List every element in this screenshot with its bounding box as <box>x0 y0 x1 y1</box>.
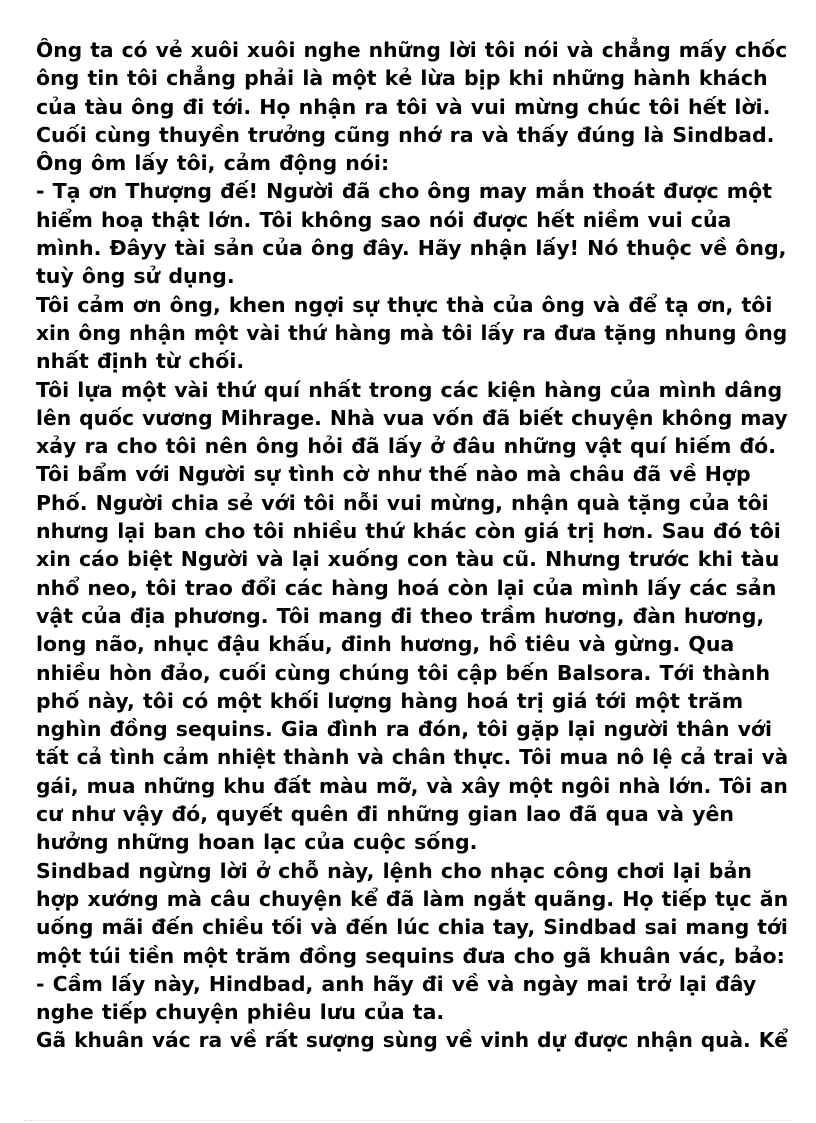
text-line: cư như vậy đó, quyết quên đi những gian lao đã qua và yên <box>36 802 735 827</box>
text-line: tuỳ ông sử dụng. <box>36 264 235 289</box>
text-line: một túi tiền một trăm đồng sequins đưa cho gã khuân vác, bảo: <box>36 943 785 968</box>
text-line: nhưng lại ban cho tôi nhiều thứ khác còn giá trị hơn. Sau đó tôi <box>36 519 781 544</box>
text-line: - Cầm lấy này, Hindbad, anh hãy đi về và ngày mai trở lại đây <box>36 971 757 996</box>
text-line: hưởng những hoan lạc của cuộc sống. <box>36 830 478 855</box>
text-line: nghìn đồng sequins. Gia đình ra đón, tôi gặp lại người thân với <box>36 717 773 742</box>
text-line: Gã khuân vác ra về rất sượng sùng về vinh dự được nhận quà. Kể <box>36 1028 788 1053</box>
text-line: xin ông nhận một vài thứ hàng mà tôi lấy ra đưa tặng nhung ông <box>36 320 788 345</box>
text-line: Sindbad ngừng lời ở chỗ này, lệnh cho nhạc công chơi lại bản <box>36 858 752 883</box>
text-line: Phố. Người chia sẻ với tôi nỗi vui mừng, nhận quà tặng của tôi <box>36 490 769 515</box>
text-line: tất cả tình cảm nhiệt thành và chân thực. Tôi mua nô lệ cả trai và <box>36 745 789 770</box>
text-line: Tôi cảm ơn ông, khen ngợi sự thực thà của ông và để tạ ơn, tôi <box>36 292 773 317</box>
text-line: uống mãi đến chiều tối và đến lúc chia tay, Sindbad sai mang tới <box>36 915 788 940</box>
text-line: - Tạ ơn Thượng đế! Người đã cho ông may mắn thoát được một <box>36 179 773 204</box>
text-line: gái, mua những khu đất màu mỡ, và xây một ngôi nhà lớn. Tôi an <box>36 773 788 798</box>
text-line: Tôi lựa một vài thứ quí nhất trong các kiện hàng của mình dâng <box>36 377 783 402</box>
text-line: hiểm hoạ thật lớn. Tôi không sao nói được hết niềm vui của <box>36 207 732 232</box>
text-line: ông tin tôi chẳng phải là một kẻ lừa bịp khi những hành khách <box>36 66 768 91</box>
text-line: xảy ra cho tôi nên ông hỏi đã lấy ở đâu những vật quí hiếm đó. <box>36 434 776 459</box>
page-bottom-divider <box>24 1120 792 1121</box>
text-line: Ông ôm lấy tôi, cảm động nói: <box>36 151 390 176</box>
document-body-text <box>36 36 788 1055</box>
text-line: nghe tiếp chuyện phiêu lưu của ta. <box>36 1000 445 1025</box>
text-line: lên quốc vương Mihrage. Nhà vua vốn đã biết chuyện không may <box>36 405 788 430</box>
text-line: Cuối cùng thuyền trưởng cũng nhớ ra và thấy đúng là Sindbad. <box>36 122 775 147</box>
text-line: nhổ neo, tôi trao đổi các hàng hoá còn lại của mình lấy các sản <box>36 575 777 600</box>
text-line: long não, nhục đậu khấu, đinh hương, hồ tiêu và gừng. Qua <box>36 632 735 657</box>
text-line: vật của địa phương. Tôi mang đi theo trầm hương, đàn hương, <box>36 603 765 628</box>
text-line: phố này, tôi có một khối lượng hàng hoá trị giá tới một trăm <box>36 688 744 713</box>
text-line: Ông ta có vẻ xuôi xuôi nghe những lời tôi nói và chẳng mấy chốc <box>36 38 788 62</box>
text-line: của tàu ông đi tới. Họ nhận ra tôi và vui mừng chúc tôi hết lời. <box>36 94 771 119</box>
text-line: hợp xướng mà câu chuyện kể đã làm ngắt quãng. Họ tiếp tục ăn <box>36 886 789 911</box>
text-line: xin cáo biệt Người và lại xuống con tàu cũ. Nhưng trước khi tàu <box>36 547 780 572</box>
text-line: Tôi bẩm với Người sự tình cờ như thế nào mà châu đã về Hợp <box>36 462 751 487</box>
text-line: nhất định từ chối. <box>36 349 245 374</box>
text-line: nhiều hòn đảo, cuối cùng chúng tôi cập bến Balsora. Tới thành <box>36 660 771 685</box>
text-line: mình. Đâyy tài sản của ông đây. Hãy nhận lấy! Nó thuộc về ông, <box>36 236 787 261</box>
